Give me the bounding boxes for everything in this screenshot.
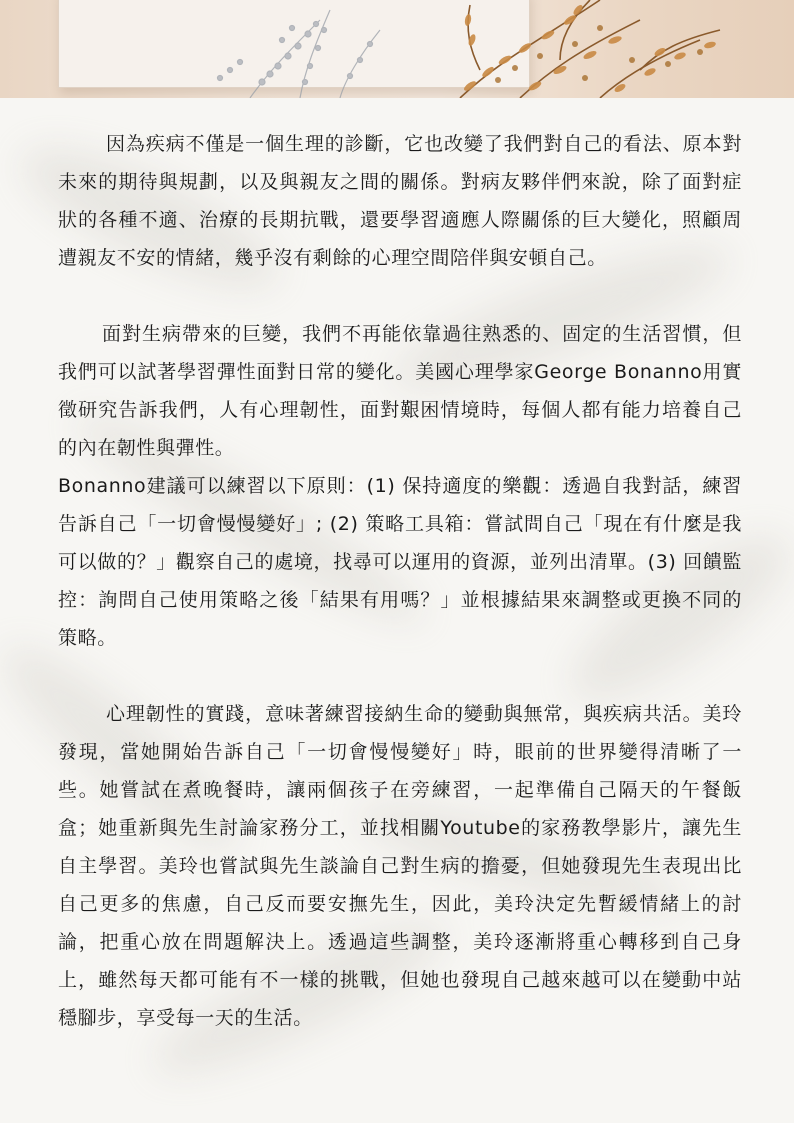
paragraph-3: Bonanno建議可以練習以下原則：(1) 保持適度的樂觀：透過自我對話，練習告訴自己「一切會慢慢變好」; (2) 策略工具箱：嘗試問自己「現在有什麼是我可以做的？」觀察自己的處境，找尋可以運用的資源，並列出清單。(3) 回饋監控：詢問自己使用策略之後「結果有用嗎？」並根據結果來調整或更換不同的策略。: [58, 475, 742, 649]
dried-flowers-illustration: [0, 0, 794, 98]
paragraph-4: 心理韌性的實踐，意味著練習接納生命的變動與無常，與疾病共活。美玲發現，當她開始告訴自己「一切會慢慢變好」時，眼前的世界變得清晰了一些。她嘗試在煮晚餐時，讓兩個孩子在旁練習，一起準備自己隔天的午餐飯盒；她重新與先生討論家務分工，並找相關Youtube的家務教學影片，讓先生自主學習。美玲也嘗試與先生談論自己對生病的擔憂，但她發現先生表現出比自己更多的焦慮，自己反而要安撫先生，因此，美玲決定先暫緩情緒上的討論，把重心放在問題解決上。透過這些調整，美玲逐漸將重心轉移到自己身上，雖然每天都可能有不一樣的挑戰，但她也發現自己越來越可以在變動中站穩腳步，享受每一天的生活。: [58, 703, 742, 1029]
paragraph-spacer: [58, 277, 742, 315]
paragraph-2: 面對生病帶來的巨變，我們不再能依靠過往熟悉的、固定的生活習慣，但我們可以試著學習彈性面對日常的變化。美國心理學家George Bonanno用實徵研究告訴我們，人有心理韌性，面對艱困情境時，每個人都有能力培養自己的內在韌性與彈性。: [58, 323, 742, 459]
paragraph-spacer: [58, 657, 742, 695]
article-body: [58, 125, 742, 1037]
paragraph-1: 因為疾病不僅是一個生理的診斷，它也改變了我們對自己的看法、原本對未來的期待與規劃，以及與親友之間的關係。對病友夥伴們來說，除了面對症狀的各種不適、治療的長期抗戰，還要學習適應人際關係的巨大變化，照顧周遭親友不安的情緒，幾乎沒有剩餘的心理空間陪伴與安頓自己。: [58, 133, 742, 269]
header-photo: [0, 0, 794, 98]
